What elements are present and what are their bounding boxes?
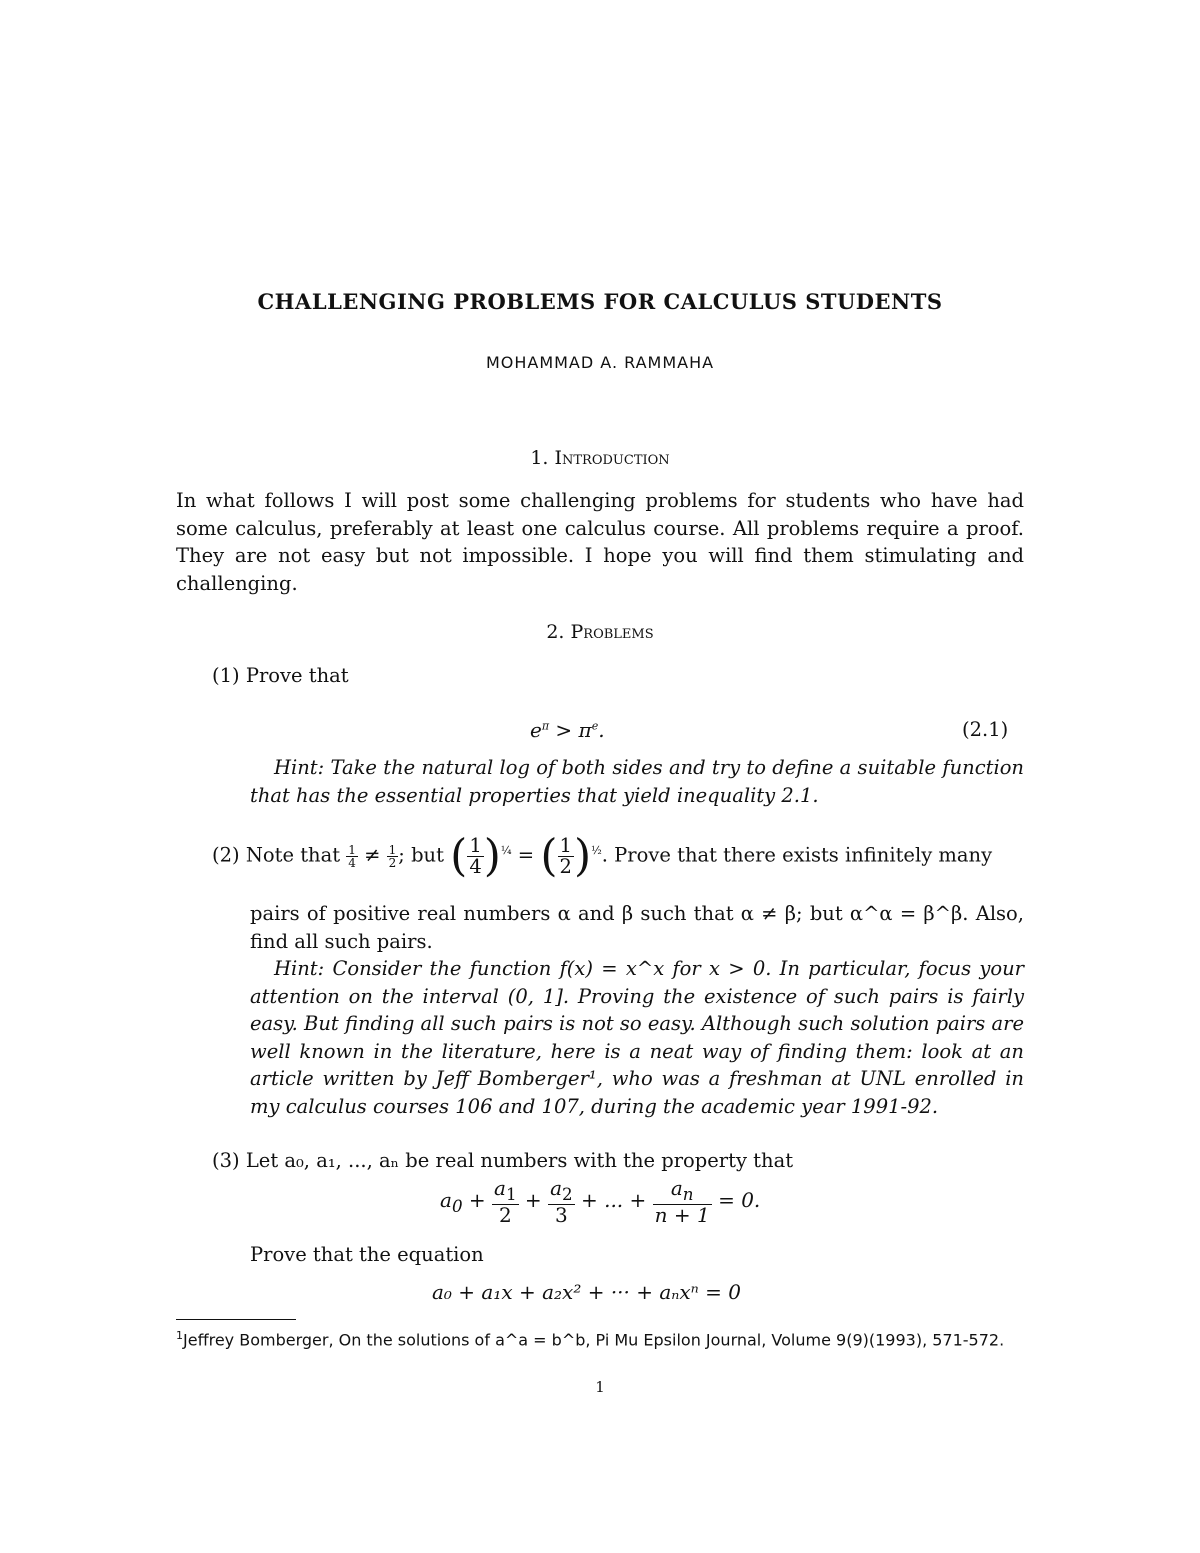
problem-1-lead: Prove that	[245, 664, 349, 687]
fraction-one-half: $\frac{1}{2}$	[388, 842, 397, 870]
footnote-rule	[176, 1319, 296, 1320]
problem-2-tail: . Prove that there exists infinitely many	[601, 843, 993, 867]
fraction-one-quarter: $\frac{1}{4}$	[348, 842, 356, 870]
section-heading-introduction: 1. Introduction	[530, 447, 670, 469]
paper-title: CHALLENGING PROBLEMS FOR CALCULUS STUDENTS	[257, 289, 943, 314]
problem-1-number: (1)	[212, 664, 240, 687]
page-number: 1	[595, 1378, 605, 1396]
problem-3-lead: Let a₀, a₁, ..., aₙ be real numbers with the property that	[245, 1149, 794, 1172]
fraction-big-half: $\frac{1}{2}$	[559, 834, 572, 878]
problem-2-body: pairs of positive real numbers α and β such that α ≠ β; but α^α = β^β. Also, find all such pairs.	[250, 902, 1024, 953]
equation-sum-condition: $a_0$ + $\frac{a_1}{2}$ + $\frac{a_2}{3}$ + ... + $\frac{a_n}{n + 1}$ = 0.	[440, 1176, 761, 1227]
problem-3-header	[212, 1147, 793, 1175]
problem-2-header: (2) Note that $\frac{1}{4}$ ≠ $\frac{1}{2}$ ; but ( $\frac{1}{4}$ )$^{\frac{1}{4}}$ = ( $\frac{1}{2}$ )$^{\frac{1}{2}}$. Prove that there exists infinitely many	[212, 830, 993, 882]
footnote-text: Jeffrey Bomberger, On the solutions of a^a = b^b, Pi Mu Epsilon Journal, Volume 9(9)(1993), 571-572.	[183, 1330, 1005, 1350]
problem-1-hint: Hint: Take the natural log of both sides and try to define a suitable function that has the essential properties that yield inequality 2.1.	[250, 756, 1024, 807]
problem-2-lead: Note that	[245, 843, 341, 867]
problem-2-number: (2)	[212, 843, 240, 867]
equation-polynomial: a₀ + a₁x + a₂x² + ··· + aₙxⁿ = 0	[432, 1280, 741, 1304]
equation-number-2-1: (2.1)	[962, 718, 1009, 741]
problem-1-header	[212, 662, 349, 690]
problem-3-middle: Prove that the equation	[250, 1243, 484, 1266]
intro-paragraph: In what follows I will post some challenging problems for students who have had some calculus, preferably at least one calculus course. All problems require a proof. They are not easy but not impossible. I hope you will find them stimulating and challenging.	[176, 489, 1024, 595]
footnote-mark: 1	[176, 1329, 183, 1342]
fraction-big-quarter: $\frac{1}{4}$	[469, 834, 482, 878]
author-name: MOHAMMAD A. RAMMAHA	[485, 353, 715, 372]
problem-2-hint: Hint: Consider the function f(x) = x^x for x > 0. In particular, focus your attention on the interval (0, 1]. Proving the existence of such pairs is fairly easy. But finding all such pairs is not so easy. Although such solution pairs are well known in the literature, here is a neat way of finding them: look at an article written by Jeff Bomberger¹, who was a freshman at UNL enrolled in my calculus courses 106 and 107, during the academic year 1991-92.	[250, 957, 1024, 1118]
section-heading-problems: 2. Problems	[546, 621, 654, 643]
problem-3-number: (3)	[212, 1149, 240, 1172]
footnote	[176, 1323, 1024, 1352]
equation-2-1: $e^\pi > \pi^e$.	[530, 718, 605, 742]
